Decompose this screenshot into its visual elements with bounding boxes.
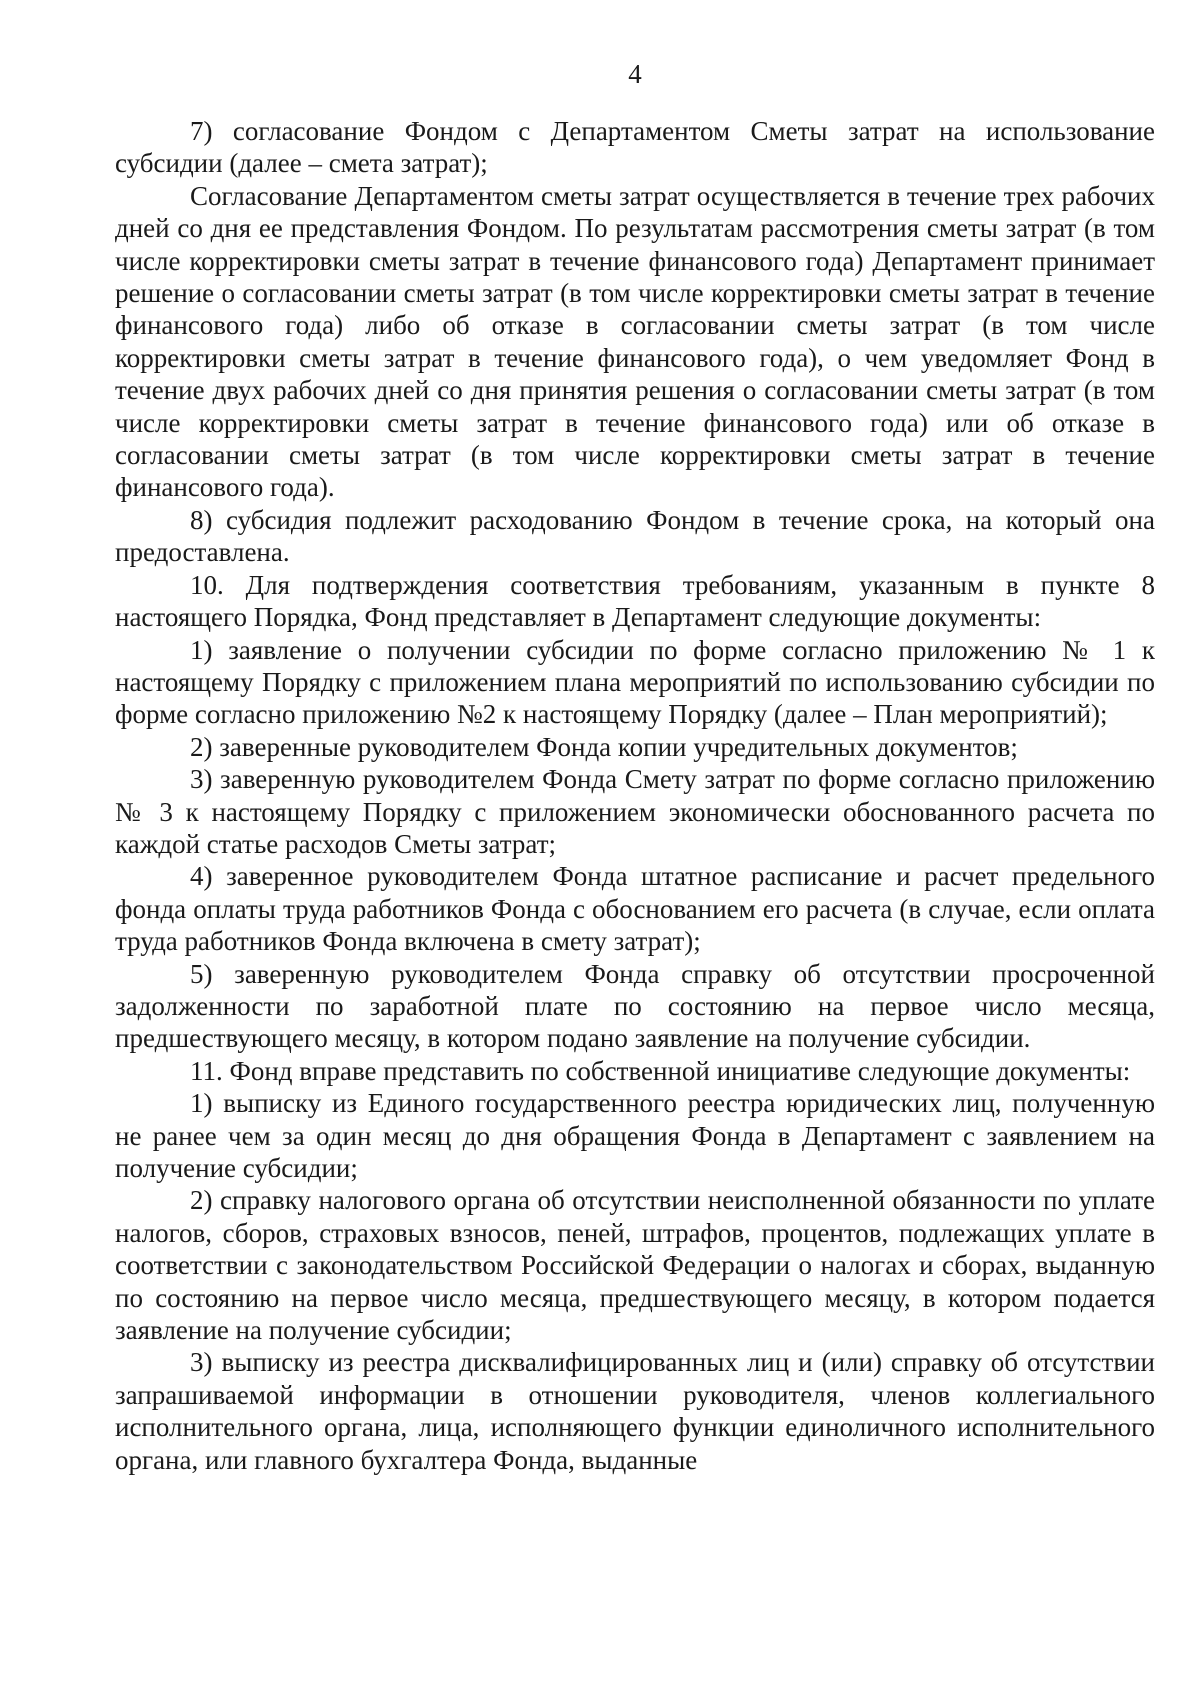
document-body bbox=[115, 115, 1155, 1476]
list-item-10-5-salary-arrears-certificate: 5) заверенную руководителем Фонда справку об отсутствии просроченной задолженности по заработной плате по состоянию на первое число месяца, предшествующего месяцу, в котором подано заявление на получение субсидии. bbox=[115, 958, 1155, 1054]
paragraph-smeta-approval-procedure: Согласование Департаментом сметы затрат осуществляется в течение трех рабочих дней со дня ее представления Фондом. По результатам рассмотрения сметы затрат (в том числе корректировки сметы затрат в течение финансового года) Департамент принимает решение о согласовании сметы затрат (в том числе корректировки сметы затрат в течение финансового года) либо об отказе в согласовании сметы затрат (в том числе корректировки сметы затрат в течение финансового года), о чем уведомляет Фонд в течение двух рабочих дней со дня принятия решения о согласовании сметы затрат (в том числе корректировки сметы затрат в течение финансового года) или об отказе в согласовании сметы затрат (в том числе корректировки сметы затрат в течение финансового года). bbox=[115, 180, 1155, 503]
list-item-10-4-staff-schedule: 4) заверенное руководителем Фонда штатное расписание и расчет предельного фонда оплаты труда работников Фонда с обоснованием его расчета (в случае, если оплата труда работников Фонда включена в смету затрат); bbox=[115, 861, 1155, 957]
paragraph-8-subsidy-spending: 8) субсидия подлежит расходованию Фондом в течение срока, на который она предоставлена. bbox=[115, 504, 1155, 568]
list-item-10-1-application: 1) заявление о получении субсидии по форме согласно приложению № 1 к настоящему Порядку с приложением плана мероприятий по использованию субсидии по форме согласно приложению №2 к настоящему Порядку (далее – План мероприятий); bbox=[115, 634, 1155, 730]
list-item-11-1-registry-extract: 1) выписку из Единого государственного реестра юридических лиц, полученную не ранее чем за один месяц до дня обращения Фонда в Департамент с заявлением на получение субсидии; bbox=[115, 1088, 1155, 1183]
list-item-11-3-disqualified-persons-extract: 3) выписку из реестра дисквалифицированных лиц и (или) справку об отсутствии запрашиваемой информации в отношении руководителя, членов коллегиального исполнительного органа, лица, исполняющего функции единоличного исполнительного органа, или главного бухгалтера Фонда, выданные bbox=[115, 1347, 1155, 1475]
list-item-10-3-cost-estimate: 3) заверенную руководителем Фонда Смету затрат по форме согласно приложению № 3 к настоящему Порядку с приложением экономически обоснованного расчета по каждой статье расходов Сметы затрат; bbox=[115, 764, 1155, 859]
list-item-11-2-tax-certificate: 2) справку налогового органа об отсутствии неисполненной обязанности по уплате налогов, сборов, страховых взносов, пеней, штрафов, процентов, подлежащих уплате в соответствии с законодательством Российской Федерации о налогах и сборах, выданную по состоянию на первое число месяца, предшествующего месяцу, в котором подается заявление на получение субсидии; bbox=[115, 1185, 1155, 1346]
paragraph-11-optional-documents: 11. Фонд вправе представить по собственной инициативе следующие документы: bbox=[190, 1055, 1131, 1086]
paragraph-10-required-documents: 10. Для подтверждения соответствия требованиям, указанным в пункте 8 настоящего Порядка, Фонд представляет в Департамент следующие документы: bbox=[115, 569, 1155, 633]
list-item-10-2-charter-copies: 2) заверенные руководителем Фонда копии учредительных документов; bbox=[190, 731, 1018, 762]
paragraph-7-smeta-approval: 7) согласование Фондом с Департаментом Сметы затрат на использование субсидии (далее – смета затрат); bbox=[115, 116, 1155, 179]
page-number: 4 bbox=[628, 59, 642, 89]
